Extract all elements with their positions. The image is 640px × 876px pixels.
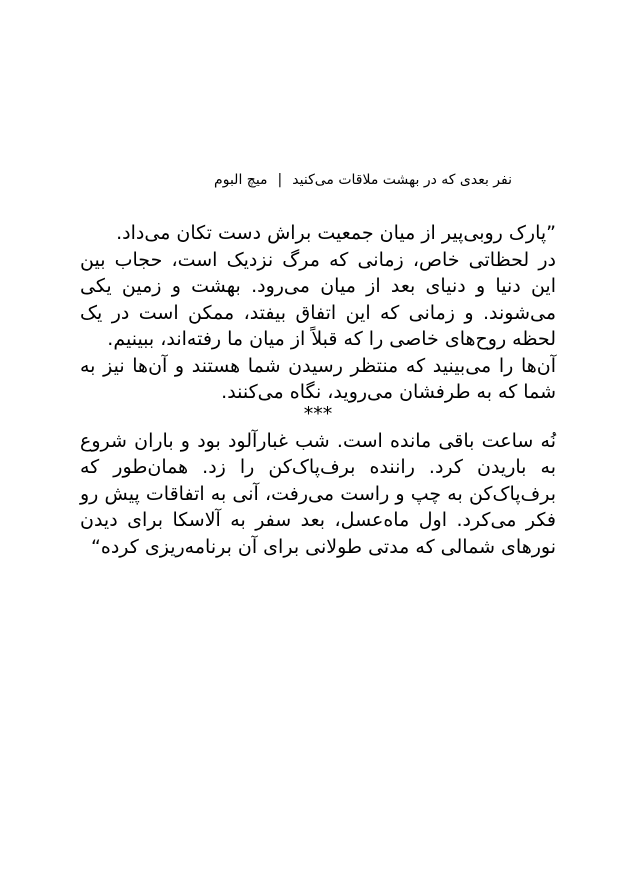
header-separator: | xyxy=(277,172,283,188)
paragraph: آن‌ها را می‌بینید که منتظر رسیدن شما هستند و آن‌ها نیز به شما که به طرفشان می‌روید، نگاه می‌کنند. xyxy=(80,354,556,403)
running-header xyxy=(214,170,512,190)
body-text xyxy=(80,220,556,560)
author-name: میچ البوم xyxy=(214,172,268,188)
paragraph: نُه ساعت باقی مانده است. شب غبارآلود بود و باران شروع به باریدن کرد. راننده برف‌پاک‌کن را زد. همان‌طور که برف‌پاک‌کن به چپ و راست می‌رفت، آنی به اتفاقات پیش رو فکر می‌کرد. اول ماه‌عسل، بعد سفر به آلاسکا برای دیدن نورهای شمالی که مدتی طولانی برای آن برنامه‌ریزی کرده“ xyxy=(80,429,556,558)
paragraph: در لحظاتی خاص، زمانی که مرگ نزدیک است، حجاب بین این دنیا و دنیای بعد از میان می‌رود. بهشت و زمین یکی می‌شوند. و زمانی که این اتفاق بیفتد، ممکن است در یک لحظه روح‌های خاصی را که قبلاً از میان ما رفته‌اند، ببینیم. xyxy=(80,248,556,350)
book-title: نفر بعدی که در بهشت ملاقات می‌کنید xyxy=(292,172,512,188)
section-break: *** xyxy=(303,402,333,425)
paragraph: ”پارک روبی‌پیر از میان جمعیت براش دست تکان می‌داد. xyxy=(116,222,556,244)
